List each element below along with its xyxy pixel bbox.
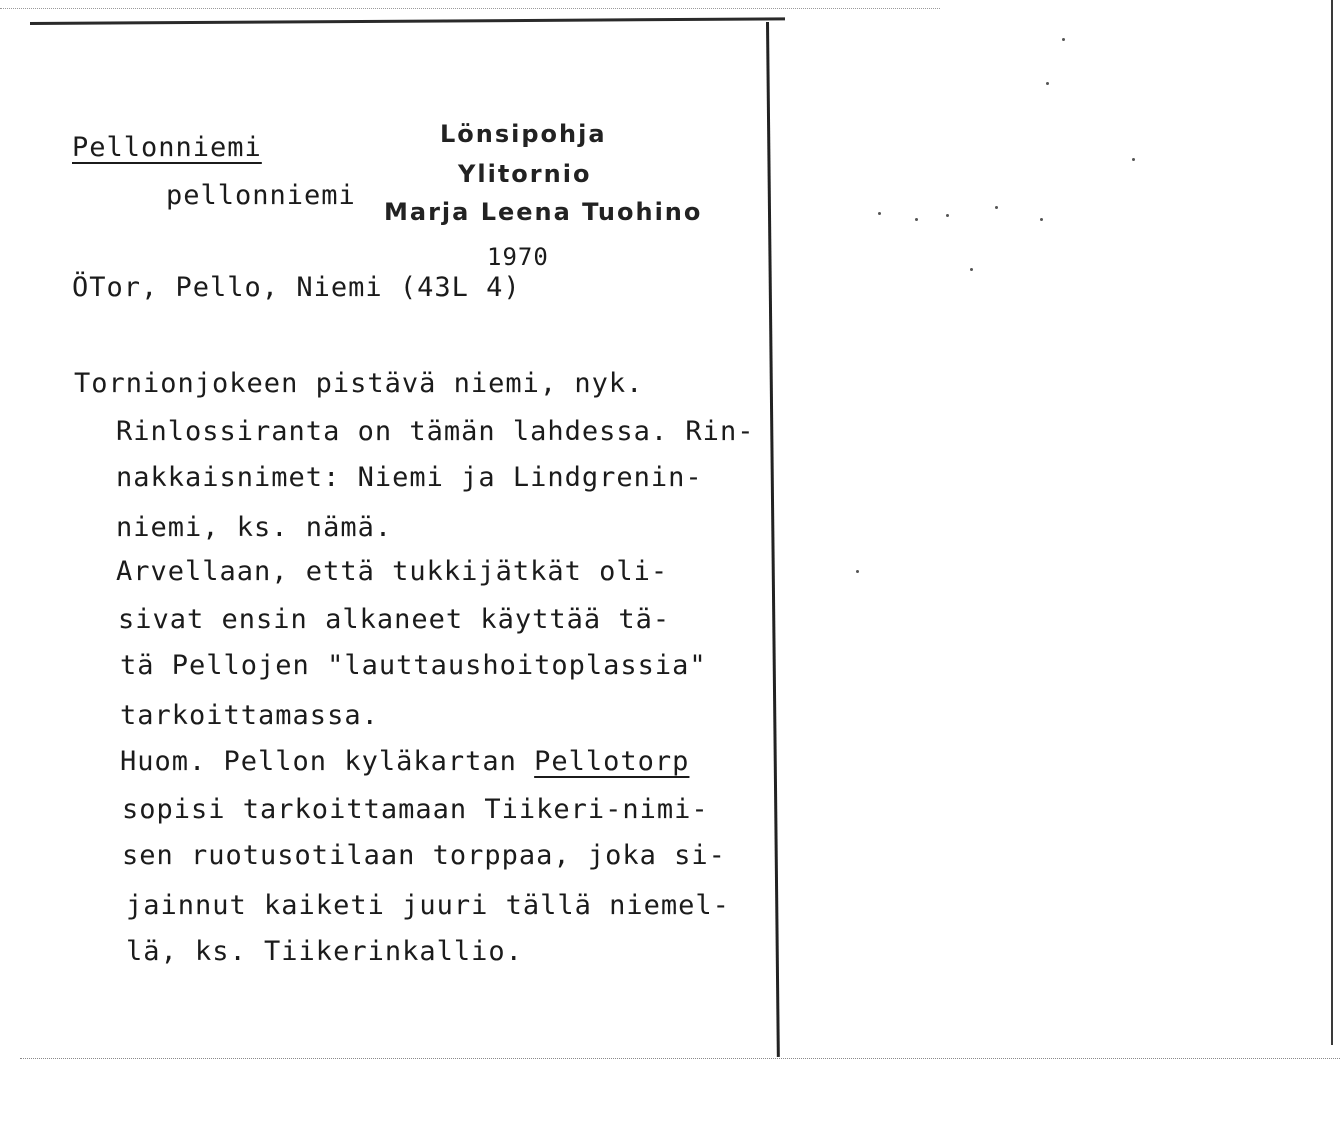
stamp-year: 1970 <box>487 243 549 271</box>
body-line-text: Huom. Pellon kyläkartan <box>120 746 535 777</box>
body-line: Rinlossiranta on tämän lahdessa. Rin- <box>116 416 755 447</box>
stamp-parish: Ylitornio <box>458 160 592 188</box>
headword: Pellonniemi <box>72 132 262 163</box>
speck <box>1046 82 1049 85</box>
body-line: tarkoittamassa. <box>120 700 379 731</box>
body-line: tä Pellojen "lauttaushoitoplassia" <box>120 650 707 681</box>
speck <box>856 570 859 573</box>
speck <box>970 268 973 271</box>
body-line: sopisi tarkoittamaan Tiikeri-nimi- <box>122 794 709 825</box>
speck <box>915 218 918 221</box>
body-line: lä, ks. Tiikerinkallio. <box>126 936 523 967</box>
body-line: niemi, ks. nämä. <box>116 512 393 543</box>
body-line: nakkaisnimet: Niemi ja Lindgrenin- <box>116 462 703 493</box>
card-column-divider <box>766 22 780 1057</box>
body-line <box>120 746 689 777</box>
card-top-edge <box>30 17 785 25</box>
headword-form: pellonniemi <box>166 180 356 211</box>
speck <box>1040 218 1043 221</box>
speck <box>1062 38 1065 41</box>
speck <box>995 206 998 209</box>
card-right-edge <box>1331 0 1333 1045</box>
body-line: Arvellaan, että tukkijätkät oli- <box>116 556 669 587</box>
stamp-collector: Marja Leena Tuohino <box>384 198 703 226</box>
speck <box>1132 158 1135 161</box>
speck <box>946 214 949 217</box>
body-line: jainnut kaiketi juuri tällä niemel- <box>126 890 730 921</box>
location-line: ÖTor, Pello, Niemi (43L 4) <box>72 272 521 303</box>
card-top-faint-edge <box>0 8 940 10</box>
body-line: Tornionjokeen pistävä niemi, nyk. <box>74 368 644 399</box>
card-bottom-edge <box>20 1058 1340 1059</box>
body-line: sivat ensin alkaneet käyttää tä- <box>118 604 671 635</box>
speck <box>878 212 881 215</box>
body-line: sen ruotusotilaan torppaa, joka si- <box>122 840 726 871</box>
stamp-region: Lönsipohja <box>440 120 607 148</box>
underlined-term: Pellotorp <box>534 746 690 777</box>
